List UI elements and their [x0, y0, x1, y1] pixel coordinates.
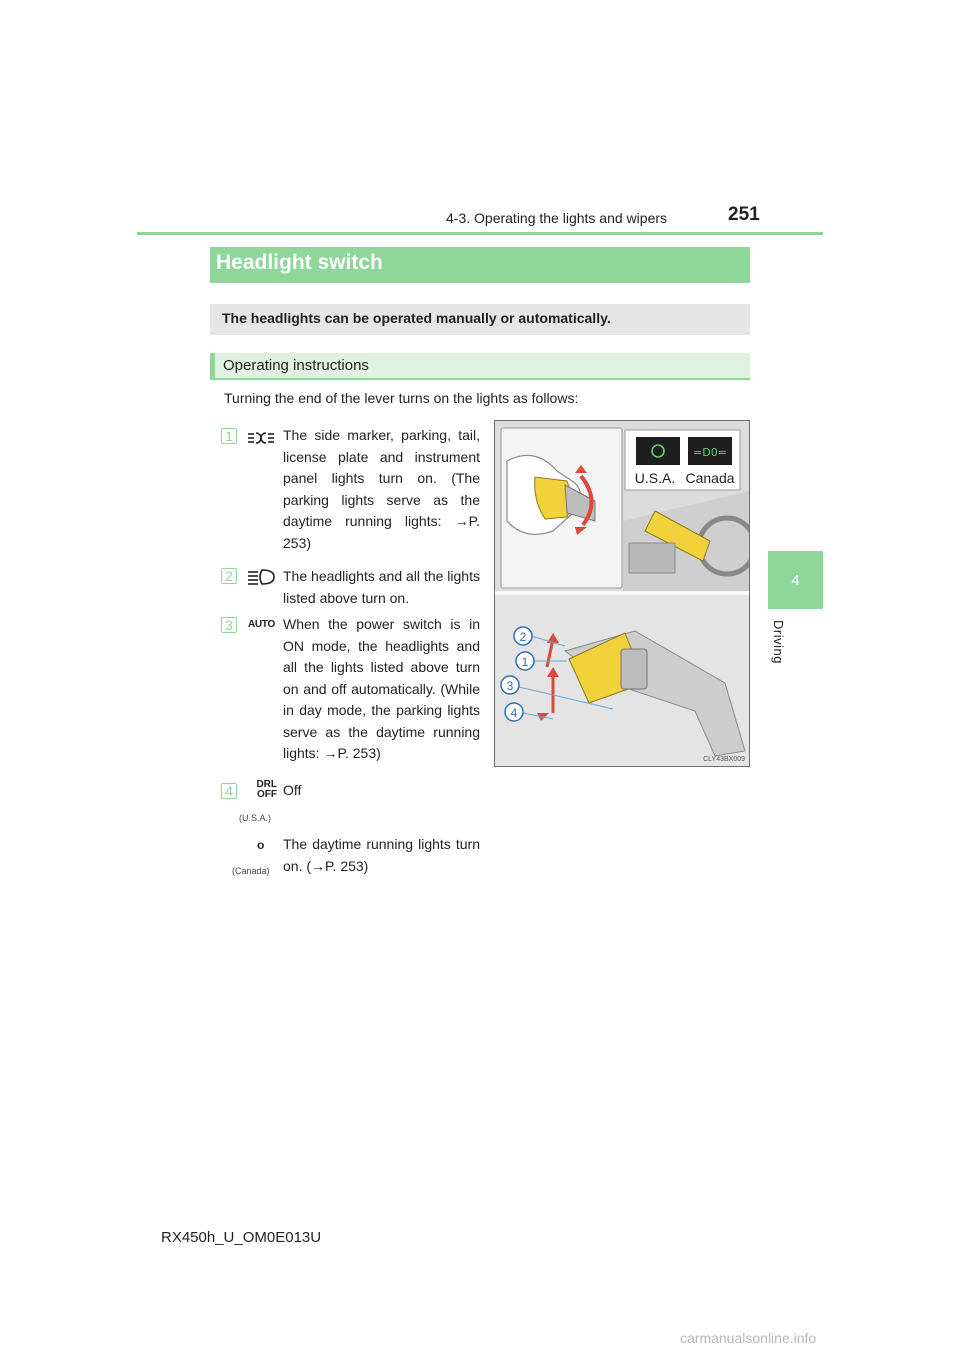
- item-text: The daytime running lights turn on. (→P. 253): [283, 836, 480, 874]
- item-text: Off: [283, 782, 302, 798]
- lever-figure: [494, 420, 750, 767]
- headlights-icon: [246, 567, 276, 587]
- figure-label-usa: U.S.A.: [634, 470, 676, 486]
- item-text: The side marker, parking, tail, license plate and instrument panel lights turn on. (The parking lights serve as the daytime running lights: →P. 253): [283, 427, 480, 551]
- figure-label-canada: Canada: [685, 470, 735, 486]
- callout-4: 4: [510, 706, 518, 720]
- region-label: (Canada): [232, 866, 270, 876]
- callout-1: 1: [521, 655, 529, 669]
- svg-text:=D0=: =D0=: [693, 446, 727, 459]
- subheading: Operating instructions: [223, 357, 369, 374]
- figure-code: CLY43BX009: [703, 756, 745, 763]
- region-label: (U.S.A.): [239, 813, 272, 823]
- lever-illustration: [495, 421, 749, 766]
- item-number: 3: [221, 617, 237, 633]
- off-circle-icon: o: [257, 838, 265, 852]
- intro-box: [210, 304, 750, 335]
- watermark: carmanualsonline.info: [680, 1330, 817, 1346]
- intro-text: The headlights can be operated manually or automatically.: [222, 310, 611, 326]
- page-title: Headlight switch: [216, 251, 383, 274]
- callout-3: 3: [506, 679, 514, 693]
- header-rule: [137, 232, 823, 235]
- lead-text: Turning the end of the lever turns on the lights as follows:: [224, 390, 579, 406]
- auto-icon: AUTO: [248, 619, 275, 630]
- side-marker-lights-icon: [246, 428, 276, 448]
- page-number: 251: [728, 204, 760, 225]
- item-number: 2: [221, 568, 237, 584]
- item-text: When the power switch is in ON mode, the headlights and all the lights listed above turn on and off automatically. (While in day mode, the parking lights serve as the daytime running lights: →P. 253): [283, 616, 480, 761]
- item-number: 1: [221, 428, 237, 444]
- item-number: 4: [221, 783, 237, 799]
- drl-off-icon: DRL OFF: [256, 779, 277, 800]
- footer-model-code: RX450h_U_OM0E013U: [161, 1229, 322, 1246]
- chapter-label: Driving: [771, 620, 786, 664]
- chapter-tab: [768, 551, 823, 609]
- subheading-bar: [210, 353, 750, 380]
- title-bar: [210, 247, 750, 283]
- callout-2: 2: [519, 630, 527, 644]
- chapter-number: 4: [791, 571, 800, 589]
- section-title: 4-3. Operating the lights and wipers: [446, 210, 668, 226]
- item-text: The headlights and all the lights listed above turn on.: [283, 568, 480, 606]
